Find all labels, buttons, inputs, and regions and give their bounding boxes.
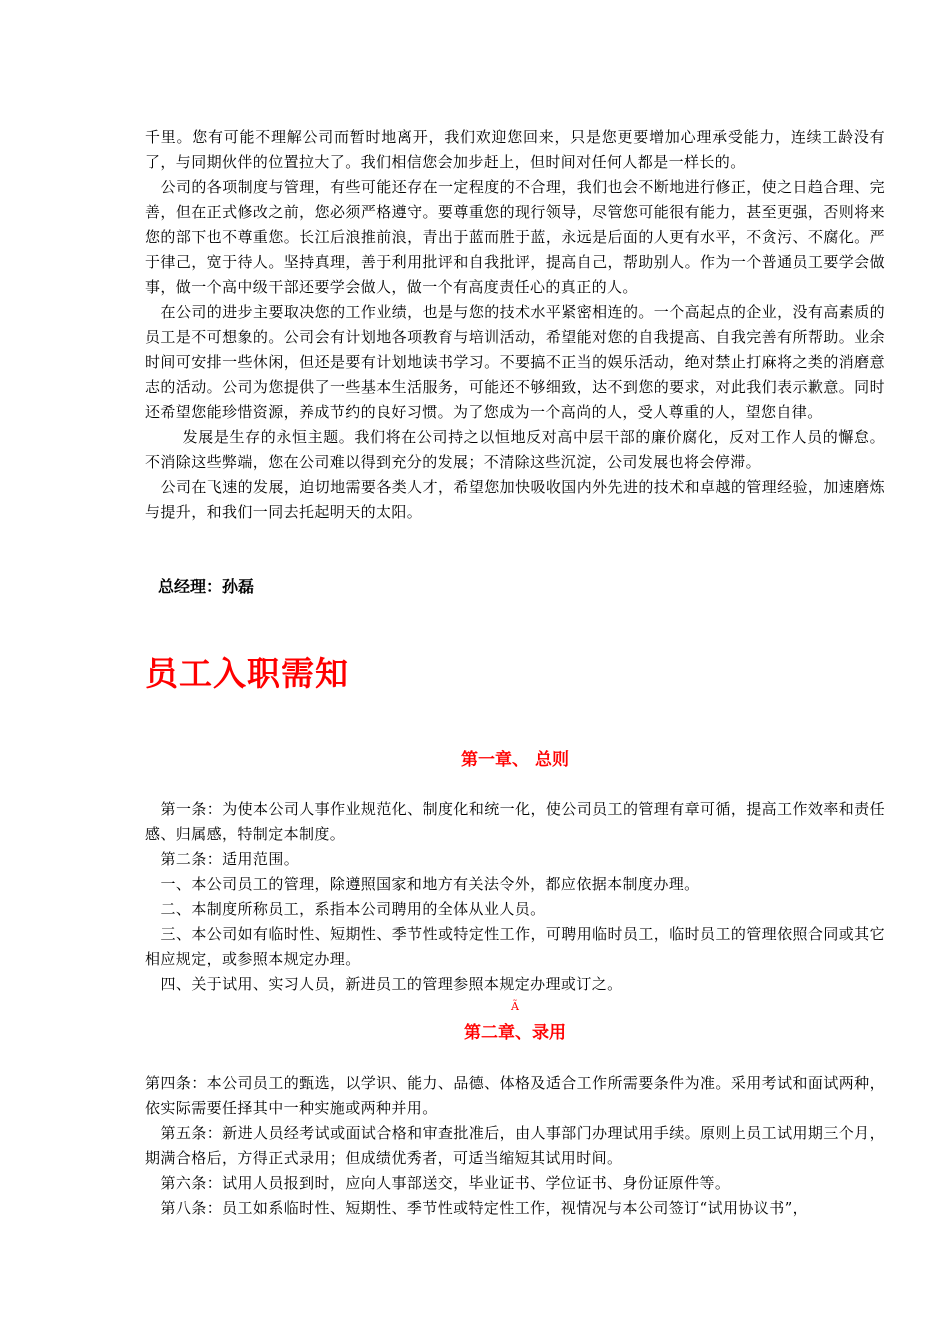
chapter-1-heading: 第一章、 总则 [461, 750, 569, 770]
article-4: 第四条：本公司员工的甄选，以学识、能力、品德、体格及适合工作所需要条件为准。采用考试和面试两种，依实际需要任择其中一种实施或两种并用。 [145, 1074, 885, 1117]
article-2-item-1: 一、本公司员工的管理，除遵照国家和地方有关法令外，都应依据本制度办理。 [145, 875, 700, 893]
letter-body [145, 125, 885, 525]
letter-paragraph-4: 发展是生存的永恒主题。我们将在公司持之以恒地反对高中层干部的廉价腐化，反对工作人员的懈怠。不消除这些弊端，您在公司难以得到充分的发展；不清除这些沉淀，公司发展也将会停滞。 [145, 428, 885, 471]
document-title: 员工入职需知 [145, 654, 349, 693]
letter-paragraph-5: 公司在飞速的发展，迫切地需要各类人才，希望您加快吸收国内外先进的技术和卓越的管理经验，加速磨炼与提升，和我们一同去托起明天的太阳。 [145, 478, 885, 521]
letter-paragraph-2: 公司的各项制度与管理，有些可能还存在一定程度的不合理，我们也会不断地进行修正，使之日趋合理、完善，但在正式修改之前，您必须严格遵守。要尊重您的现行领导，尽管您可能很有能力，甚至更强，否则将来您的部下也不尊重您。长江后浪推前浪，青出于蓝而胜于蓝，永远是后面的人更有水平，不贪污、不腐化。严于律己，宽于待人。坚持真理，善于利用批评和自我批评，提高自己，帮助别人。作为一个普通员工要学会做事，做一个高中级干部还要学会做人，做一个有高度责任心的真正的人。 [145, 178, 885, 296]
letter-paragraph-1: 千里。您有可能不理解公司而暂时地离开，我们欢迎您回来，只是您更要增加心理承受能力，连续工龄没有了，与同期伙伴的位置拉大了。我们相信您会加步赶上，但时间对任何人都是一样长的。 [145, 128, 885, 171]
article-5: 第五条：新进人员经考试或面试合格和审查批准后，由人事部门办理试用手续。原则上员工试用期三个月，期满合格后，方得正式录用；但成绩优秀者，可适当缩短其试用时间。 [145, 1124, 885, 1167]
article-8: 第八条：员工如系临时性、短期性、季节性或特定性工作，视情况与本公司签订“试用协议书”， [145, 1199, 809, 1217]
article-2-item-3: 三、本公司如有临时性、短期性、季节性或特定性工作，可聘用临时员工，临时员工的管理依照合同或其它相应规定，或参照本规定办理。 [145, 925, 885, 968]
article-2-item-4: 四、关于试用、实习人员，新进员工的管理参照本规定办理或订之。 [145, 975, 623, 993]
chapter-2-heading: 第二章、录用 [464, 1023, 566, 1043]
article-2: 第二条：适用范围。 [145, 850, 300, 868]
article-6: 第六条：试用人员报到时，应向人事部送交，毕业证书、学位证书、身份证原件等。 [145, 1174, 731, 1192]
stray-mark: Ã [511, 1000, 519, 1013]
chapter-1-body [145, 797, 885, 997]
chapter-2-body [145, 1071, 885, 1221]
article-2-item-2: 二、本制度所称员工，系指本公司聘用的全体从业人员。 [145, 900, 546, 918]
signature: 总经理：孙磊 [158, 577, 255, 596]
article-1: 第一条：为使本公司人事作业规范化、制度化和统一化，使公司员工的管理有章可循，提高工作效率和责任感、归属感，特制定本制度。 [145, 800, 885, 843]
letter-paragraph-3: 在公司的进步主要取决您的工作业绩，也是与您的技术水平紧密相连的。一个高起点的企业，没有高素质的员工是不可想象的。公司会有计划地各项教育与培训活动，希望能对您的自我提高、自我完善有所帮助。业余时间可安排一些休闲，但还是要有计划地读书学习。不要搞不正当的娱乐活动，绝对禁止打麻将之类的消磨意志的活动。公司为您提供了一些基本生活服务，可能还不够细致，达不到您的要求，对此我们表示歉意。同时还希望您能珍惜资源，养成节约的良好习惯。为了您成为一个高尚的人，受人尊重的人，望您自律。 [145, 303, 885, 421]
